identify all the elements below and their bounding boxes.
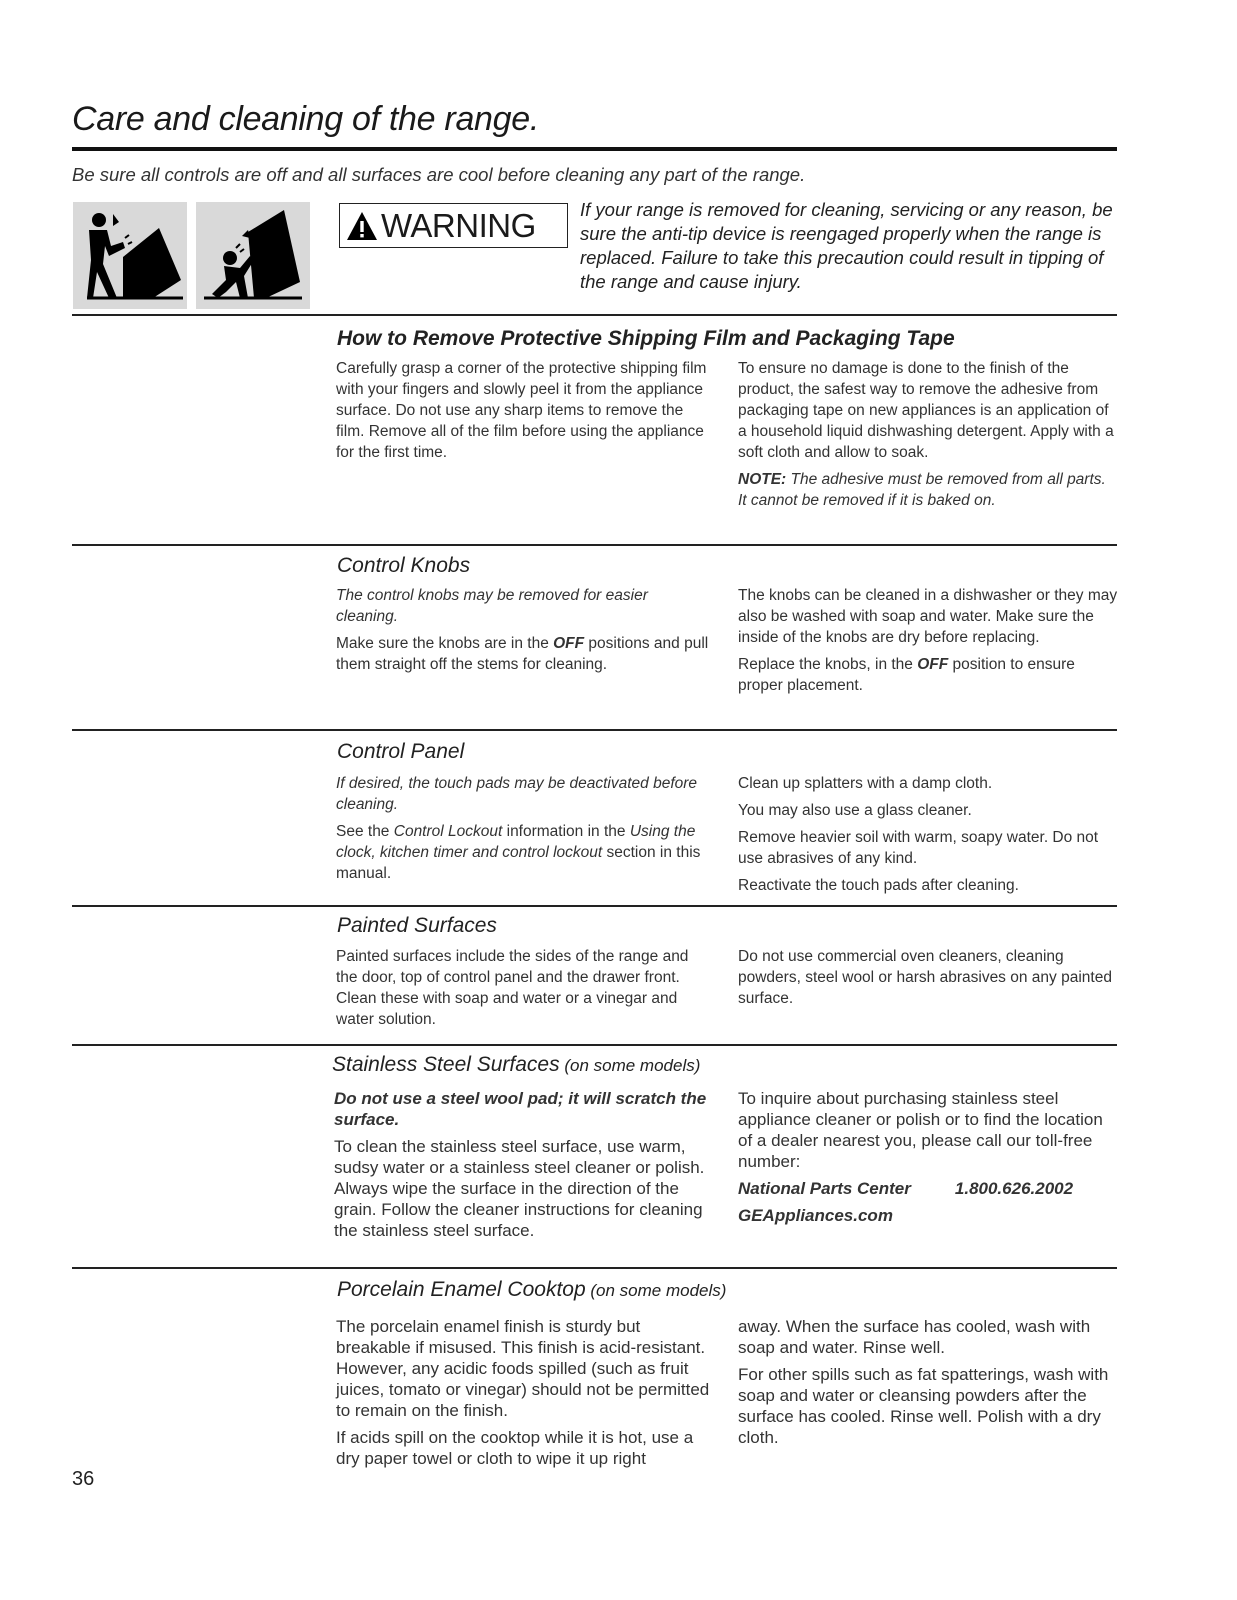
paragraph: Carefully grasp a corner of the protective shipping film with your fingers and slowly peel it from the appliance surface. Do not use any sharp items to remove the film. Remove all of the film before using the appliance for the first time.	[336, 360, 707, 461]
paragraph	[336, 821, 714, 884]
section-title-panel: Control Panel	[337, 740, 465, 763]
contact-name: National Parts Center	[738, 1179, 911, 1198]
text-run: section in this manual.	[336, 844, 701, 882]
section-divider	[72, 905, 1117, 907]
paragraph: The porcelain enamel finish is sturdy but breakable if misused. This finish is acid-resistant. However, any acidic foods spilled (such as fruit juices, tomato or vinegar) should not be permitted to remain on the finish.	[336, 1317, 710, 1420]
paragraph: If desired, the touch pads may be deactivated before cleaning.	[336, 775, 698, 813]
section-divider	[72, 314, 1117, 316]
title-text: Stainless Steel Surfaces	[332, 1053, 560, 1076]
text-run: Using the clock, kitchen timer and control lockout	[336, 823, 696, 861]
warning-word: WARNING	[381, 206, 536, 244]
contact-phone: 1.800.626.2002	[954, 1179, 1074, 1198]
paragraph	[738, 654, 1118, 696]
knobs-right-column	[738, 585, 1118, 702]
knobs-left-column	[336, 585, 714, 681]
note-text: The adhesive must be removed from all parts. It cannot be removed if it is baked on.	[738, 471, 1106, 509]
page-number: 36	[72, 1468, 95, 1490]
painted-left-column	[336, 946, 714, 1036]
page-title: Care and cleaning of the range.	[72, 100, 540, 138]
porcelain-left-column	[336, 1316, 714, 1475]
paragraph: Do not use a steel wool pad; it will scratch the surface.	[334, 1089, 707, 1129]
page-subtitle: Be sure all controls are off and all surfaces are cool before cleaning any part of the range.	[72, 164, 806, 185]
tipping-range-adult-pictogram-icon	[73, 202, 187, 309]
section-divider	[72, 1267, 1117, 1269]
section-title-painted: Painted Surfaces	[337, 914, 497, 937]
contact-row	[738, 1178, 1118, 1199]
paragraph: To clean the stainless steel surface, use warm, sudsy water or a stainless steel cleaner or polish. Always wipe the surface in the direction of the grain. Follow the cleaner instructions for cleaning the stainless steel surface.	[334, 1137, 705, 1240]
paragraph: You may also use a glass cleaner.	[738, 802, 972, 819]
panel-left-column	[336, 773, 714, 890]
tipping-range-child-pictogram-icon	[196, 202, 310, 309]
title-text: Porcelain Enamel Cooktop	[337, 1278, 586, 1301]
paragraph: To inquire about purchasing stainless steel appliance cleaner or polish or to find the location of a dealer nearest you, please call our toll-free number:	[738, 1089, 1103, 1171]
porcelain-right-column	[738, 1316, 1118, 1454]
painted-right-column	[738, 946, 1118, 1015]
paragraph	[336, 633, 714, 675]
section-title-porcelain	[337, 1278, 726, 1302]
text-run: positions and pull them straight off the stems for cleaning.	[336, 635, 709, 673]
text-run: See the	[336, 823, 394, 840]
section-title-stainless	[332, 1053, 700, 1077]
title-note: (on some models)	[585, 1281, 727, 1300]
warning-label	[339, 203, 568, 248]
paragraph: For other spills such as fat spatterings, wash with soap and water or cleansing powders after the surface has cooled. Rinse well. Polish with a dry cloth.	[738, 1365, 1109, 1447]
paragraph: If acids spill on the cooktop while it is hot, use a dry paper towel or cloth to wipe it up right	[336, 1428, 694, 1468]
paragraph: Do not use commercial oven cleaners, cleaning powders, steel wool or harsh abrasives on any painted surface.	[738, 948, 1112, 1007]
off-label: OFF	[917, 656, 949, 673]
section-divider	[72, 729, 1117, 731]
stainless-left-column	[334, 1088, 712, 1247]
stainless-right-column	[738, 1088, 1118, 1232]
contact-web: GEAppliances.com	[738, 1206, 893, 1225]
paragraph: away. When the surface has cooled, wash with soap and water. Rinse well.	[738, 1317, 1091, 1357]
text-run: Replace the knobs, in the	[738, 656, 918, 673]
text-run: Make sure the knobs are in the	[336, 635, 554, 652]
paragraph: Reactivate the touch pads after cleaning.	[738, 877, 1019, 894]
warning-triangle-icon	[346, 211, 378, 241]
text-run: Control Lockout	[393, 823, 503, 840]
note-paragraph	[738, 469, 1118, 511]
note-label: NOTE:	[738, 471, 787, 488]
warning-text: If your range is removed for cleaning, servicing or any reason, be sure the anti-tip device is reengaged properly when the range is replaced. Failure to take this precaution could result in tipping of the range and cause injury.	[580, 199, 1113, 292]
text-run: position to ensure proper placement.	[738, 656, 1075, 694]
film-left-column	[336, 358, 714, 469]
title-rule	[72, 147, 1117, 151]
film-right-column	[738, 358, 1118, 517]
title-note: (on some models)	[559, 1056, 701, 1075]
paragraph: To ensure no damage is done to the finish of the product, the safest way to remove the adhesive from packaging tape on new appliances is an application of a household liquid dishwashing detergent. Apply with a soft cloth and allow to soak.	[738, 360, 1114, 461]
text-run: information in the	[502, 823, 630, 840]
section-title-knobs: Control Knobs	[337, 554, 471, 577]
paragraph: The knobs can be cleaned in a dishwasher or they may also be washed with soap and water. Make sure the inside of the knobs are dry before replacing.	[738, 587, 1118, 646]
paragraph: Clean up splatters with a damp cloth.	[738, 775, 993, 792]
section-divider	[72, 1044, 1117, 1046]
section-divider	[72, 544, 1117, 546]
paragraph: Remove heavier soil with warm, soapy water. Do not use abrasives of any kind.	[738, 829, 1099, 867]
paragraph: Painted surfaces include the sides of the range and the door, top of control panel and the drawer front. Clean these with soap and water or a vinegar and water solution.	[336, 948, 689, 1028]
paragraph: The control knobs may be removed for easier cleaning.	[336, 587, 648, 625]
panel-right-column	[738, 773, 1118, 902]
section-title-film: How to Remove Protective Shipping Film and Packaging Tape	[337, 327, 955, 350]
off-label: OFF	[553, 635, 585, 652]
